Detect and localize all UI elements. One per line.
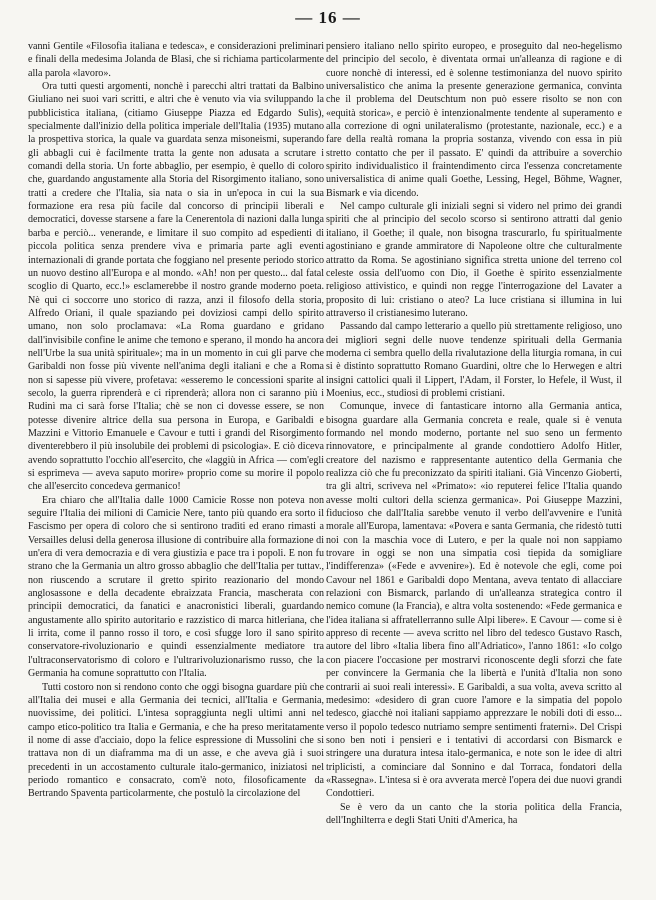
page-number: — 16 — xyxy=(295,8,361,27)
left-column xyxy=(28,40,324,801)
paragraph: Tutti costoro non si rendono conto che oggi bisogna guardare più che all'Italia dei musei e alla Germania dei tecnici, all'Italia e Germania, nuovissime, dei politici. L'intesa sopraggiunta negli ultimi anni nel campo etico-politico tra Italia e Germania, e che ha preso meritatamente il nome di asse d'acciaio, dopo la felice espressione di Mussolini che si trattava non di un diaframma ma di un asse, e che aveva già i suoi precedenti in un accostamento culturale italo-germanico, iniziatosi nel periodo romantico e consacrato, com'è noto, filosoficamente da Bertrando Spaventa particolarmente, che postulò la circolazione del xyxy=(28,681,324,800)
paragraph: Passando dal campo letterario a quello più strettamente religioso, uno dei migliori segni delle nuove tendenze spirituali della Germania moderna ci sembra quello della rivalutazione della liturgia romana, in cui si è distinto soprattutto Romano Guardini, oltre che lo Herwegen e altri insigni cattolici quali il Lippert, l'Adam, il Forster, lo Hefele, il Wust, il Moenius, ecc., studiosi di problemi cristiani. xyxy=(326,321,622,399)
paragraph: Comunque, invece di fantasticare intorno alla Germania antica, bisogna guardare alla Germania concreta e reale, quale si è venuta formando nel mondo moderno, portante nel suo seno un fermento rinnovatore, e principalmente al grande condottiero Adolfo Hitler, creatore del nazismo e rappresentante autentico della Germania che realizza ciò che fu preconizzato da spiriti italiani. Già Vincenzo Gioberti, tra gli altri, scriveva nel «Primato»: «io reputerei felice l'Italia quando avesse molti cultori della scienza germanica». Poi Giuseppe Mazzini, fiducioso che dall'Italia sarebbe venuto il verbo dell'avvenire e l'unità morale all'Europa, lamentava: «Povera e santa Germania, che ridestò tutti noi con la maschia voce di Lutero, e per la quale noi non sappiamo trovare in oggi se non una simpatia così tiepida da somigliare l'indifferenza» («Fede e avvenire»). Ed è notevole che egli, come poi Cavour nel 1861 e Garibaldi dopo Mentana, aveva tentato di allacciare relazioni con Bismarck, parlando di un'alleanza strategica contro il nemico comune (la Francia), e altra volta sostenendo: «Fede germanica e l'idea italiana si affratellerranno sulle Alpi libere». E Cavour — come si è appreso di recente — aveva scritto nel libro del tedesco Gustavo Rasch, autore del libro «Italia libera fino all'Adriatico», l'anno 1861: «Io colgo con piacere l'occasione per mostrarvi riconoscente degli sforzi che fate per convincere la Germania che la libertà e l'unità d'Italia non sono contrarii ai suoi reali interessi». E Garibaldi, a sua volta, aveva scritto al medesimo: «desidero di gran cuore l'amore e la simpatia del popolo tedesco, giacchè noi italiani sappiamo apprezzare le nobili doti di esso... verso il popolo tedesco nutriamo sempre sentimenti fraterni». Del Crispi sono ben noti i pensieri e i tentativi di accordarsi con Bismarck e stringere una duratura intesa italo-germanica, e note son le idee di altri triplicisti, a cominciare dal Sonnino e dal Torraca, fondatori della «Rassegna». L'intesa si è ora avverata mercè l'opera dei due nuovi grandi Condottieri. xyxy=(326,401,622,800)
paragraph: Nel campo culturale gli iniziali segni si videro nel primo dei grandi spiriti che al principio del secolo scorso si sentirono attratti dal genio italiano, il Goethe; il quale, non bisogna trascurarlo, fu spiritualmente agostiniano e grande ammiratore di Napoleone oltre che culturalmente attratto da Roma. Se agostiniano significa stretta unione del terreno col celeste ossia dell'uomo con Dio, il Goethe è spirito essenzialmente religioso attivistico, e quindi non regge l'interrogazione del Lavater a proposito di lui: cristiano o ateo? La luce cristiana si illumina in lui attraverso il cristianesimo luterano. xyxy=(326,201,622,319)
paragraph: Ora tutti questi argomenti, nonchè i parecchi altri trattati da Balbino Giuliano nei suoi vari scritti, e altri che è venuto via via sviluppando la pubblicistica italiana, (citiamo Giuseppe Piazza ed Edgardo Sulis), specialmente dall'inizio della politica imperiale dell'Italia (1935) mutano la prospettiva storica, la quale va guardata senza misoneismi, superando gli abbagli cui è facilmente tratta la gente non adusata a scrutare i comandi della storia. Un forte abbaglio, per esempio, è quello di coloro che, guardando angustamente alla Storia del Risorgimento italiano, sono tratti a credere che l'Italia, sia nata o sia in un'epoca in cui la sua formazione era resa più facile dal concorso di principii liberali e democratici, dovesse starsene a fare la Cenerentola di nazioni dalla lunga barba e perciò... venerande, e limitare il suo compito ad espedienti di piccola politica senza prendere viva e primaria parte agli eventi internazionali di grande portata che foggiano nel presente periodo storico un nuovo destino all'Europa e al mondo. «Ah! non per questo... dal fatal scoglio di Quarto, ecc.!» esclamerebbe il nostro grande moderno poeta. Nè qui ci soccorre uno storico di razza, anzi il filosofo della storia, Alfredo Oriani, il quale spaziando pei doviziosi campi dello spirito umano, non solo proclamava: «La Roma guardano e gridano dall'invisibile confine le anime che temono e sperano, il mondo ha ancora nell'Urbe la sua unità spirituale»; ma in un momento in cui gli parve che Garibaldi non fosse più vivente nell'anima degli italiani e che a Roma non si sapesse più vivere, profetava: «esseremo le concessioni sparite al secolo, la guerra riprenderà e ci riprenderà; allora non ci saranno più i Rudinì ma ci sarà forse l'Italia; chè se non ci dovesse essere, se non potesse divenire altrice della sua persona in Europa, e Garibaldi e Mazzini e Vittorio Emanuele e Cavour e tutti i grandi del Risorgimento diventerebbero il più insolubile dei problemi di psicologia». E ciò diceva avendo soprattutto l'occhio all'esercito, che «laggiù in Africa — com'egli si esprimeva — aveva saputo morire» proprio come su morire il popolo che all'esercito concedeva germanico! xyxy=(28,81,324,493)
paragraph: vanni Gentile «Filosofia italiana e tedesca», e considerazioni preliminari e finali della medesima Jolanda de Blasi, che si richiama particolarmente alla parola «lavoro». xyxy=(28,41,324,79)
right-column xyxy=(326,40,622,827)
paragraph: Se è vero da un canto che la storia politica della Francia, dell'Inghilterra e degli Stati Uniti d'America, ha xyxy=(326,801,622,826)
paragraph: Era chiaro che all'Italia dalle 1000 Camicie Rosse non poteva non seguire l'Italia dei milioni di Camicie Nere, tanto più quando era sorto il Fascismo per opera di coloro che si sentirono tradìti ed erano rimasti a Versailles delusi della generosa illusione di contribuire alla formazione di un'era di vera democrazia e di vera giustizia e pace tra i popoli. E non fu strano che la Germania un altro grosso abbaglio che dell'Italia per tuttav., non riuscendo a scrutare il gretto spirito reazionario del mondo anglosassone e della decadente ebraizzata Francia, mascherata con principii democratici, da fanatici e anacronistici liberali, guardando angustamente allo spirito autoritario e razzistico di marca hitleriana, che li irrita, come il panno rosso il toro, e così sfugge loro il sano spirito conservatore-rivoluzionario e quindi essenzialmente mediatore tra l'ultraconservatorismo di coloro e l'ultrarivoluzionarismo russo, che la Germania ha comune soprattutto con l'Italia. xyxy=(28,494,324,680)
paragraph: pensiero italiano nello spirito europeo, e proseguito dal neo-hegelismo del principio del secolo, è diventata ormai un'alleanza di ragione e di cuore nonchè di interessi, ed è solenne testimonianza del nuovo spirito universalistico che anima la presente generazione germanica, convinta che il problema del Deutschtum non può essere risolto se non con «equità storica», e perciò è intenzionalmente tendente al superamento e alla correzione di ogni unilateralismo (protestante, nazionale, ecc.) e a fare della realtà romana la propria sostanza, vivendo con essa in più stretto contatto che per il passato. E' quindi da attribuire a soverchio spirito individualistico il fraintendimento circa l'essenza concretamente universalistica di anime quali Goethe, Lessing, Hegel, Böhme, Wagner, Bismark e via dicendo. xyxy=(326,41,622,199)
